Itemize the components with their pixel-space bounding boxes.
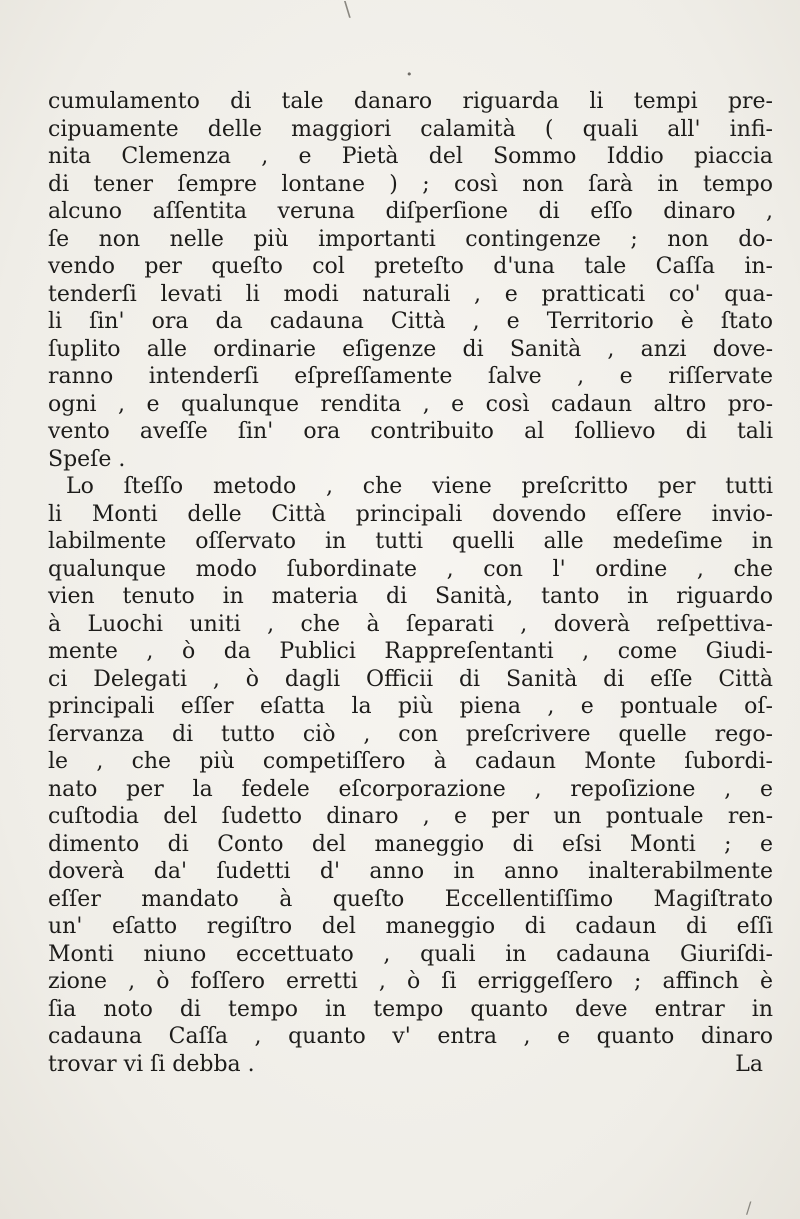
text-line: dimento di Conto del maneggio di eſsi Monti ; e bbox=[48, 831, 773, 857]
text-line: principali eſſer eſatta la più piena , e pontuale oſ- bbox=[48, 694, 773, 719]
text-line: li ſin' ora da cadauna Città , e Territorio è ſtato bbox=[48, 309, 773, 334]
text-line: Speſe . bbox=[48, 446, 126, 472]
text-line: li Monti delle Città principali dovendo eſſere invio- bbox=[48, 501, 773, 527]
text-line: ſuplito alle ordinarie eſigenze di Sanità , anzi dove- bbox=[48, 336, 773, 362]
text-line: Lo ſteſſo metodo , che viene preſcritto per tutti bbox=[66, 474, 773, 499]
text-line: doverà da' ſudetti d' anno in anno inalterabilmente bbox=[48, 859, 773, 884]
text-line: cadauna Caſſa , quanto v' entra , e quanto dinaro bbox=[48, 1024, 773, 1049]
text-line: eſſer mandato à queſto Eccellentiſſimo Magiſtrato bbox=[48, 886, 773, 912]
text-line: le , che più competiſſero à cadaun Monte ſubordi- bbox=[48, 749, 773, 774]
text-line: qualunque modo ſubordinate , con l' ordine , che bbox=[48, 556, 773, 582]
text-line: ranno intenderſi eſpreſſamente ſalve , e riſſervate bbox=[48, 364, 773, 389]
text-line: ſia noto di tempo in tempo quanto deve entrar in bbox=[48, 996, 773, 1022]
text-line: cipuamente delle maggiori calamità ( quali all' infi- bbox=[48, 116, 773, 142]
text-line: vien tenuto in materia di Sanità, tanto in riguardo bbox=[48, 584, 773, 609]
text-line: di tener ſempre lontane ) ; così non ſarà in tempo bbox=[48, 171, 773, 197]
top-scan-mark: \ bbox=[344, 0, 351, 21]
text-line: alcuno aſſentita veruna diſperſione di eſſo dinaro , bbox=[48, 199, 773, 224]
text-line: cuſtodia del ſudetto dinaro , e per un pontuale ren- bbox=[48, 804, 773, 829]
text-line: à Luochi uniti , che à ſeparati , doverà reſpettiva- bbox=[48, 611, 773, 637]
text-line: nita Clemenza , e Pietà del Sommo Iddio piaccia bbox=[48, 144, 773, 169]
body-text bbox=[48, 88, 773, 1078]
catchword: La bbox=[735, 1051, 763, 1077]
printer-dot-mark: • bbox=[406, 68, 413, 81]
text-line: vento aveſſe ſin' ora contribuito al ſollievo di tali bbox=[48, 419, 773, 444]
text-line: ci Delegati , ò dagli Officii di Sanità di eſſe Città bbox=[48, 666, 773, 692]
text-line: ſervanza di tutto ciò , con preſcrivere quelle rego- bbox=[48, 721, 773, 747]
text-line: mente , ò da Publici Rappreſentanti , come Giudi- bbox=[48, 639, 773, 664]
text-line: ſe non nelle più importanti contingenze ; non do- bbox=[48, 226, 773, 252]
text-line: zione , ò foſſero erretti , ò ſi erriggeſſero ; affinch è bbox=[48, 969, 773, 994]
final-line-row bbox=[48, 1051, 773, 1079]
text-line: un' eſatto regiſtro del maneggio di cadaun di eſſi bbox=[48, 914, 773, 939]
text-line: cumulamento di tale danaro riguarda li tempi pre- bbox=[48, 89, 773, 114]
final-text-line: trovar vi ſi debba . bbox=[48, 1051, 255, 1077]
bottom-scan-mark: / bbox=[746, 1198, 752, 1217]
text-line: Monti niuno eccettuato , quali in cadauna Giuriſdi- bbox=[48, 941, 773, 967]
text-line: ogni , e qualunque rendita , e così cadaun altro pro- bbox=[48, 391, 773, 417]
text-line: labilmente oſſervato in tutti quelli alle medeſime in bbox=[48, 529, 773, 554]
text-line: tenderſi levati li modi naturali , e pratticati co' qua- bbox=[48, 281, 773, 307]
text-line: nato per la fedele eſcorporazione , repoſizione , e bbox=[48, 776, 773, 802]
text-line: vendo per queſto col preteſto d'una tale Caſſa in- bbox=[48, 254, 773, 279]
